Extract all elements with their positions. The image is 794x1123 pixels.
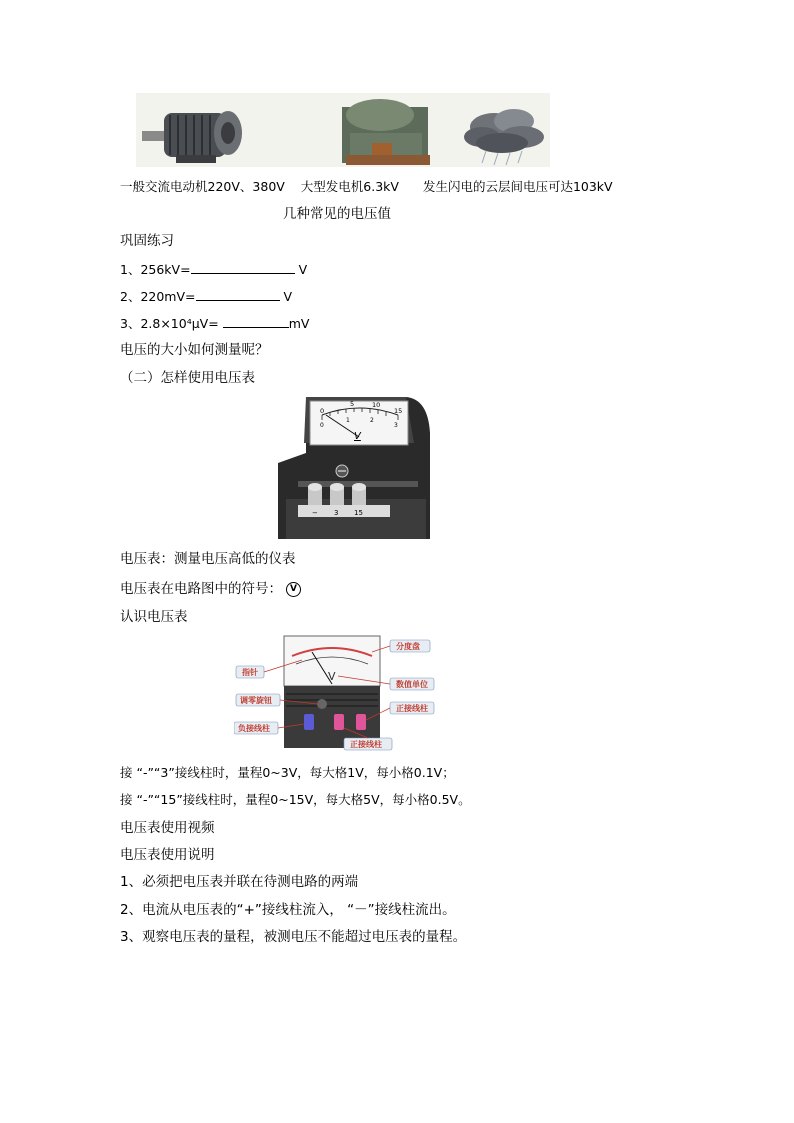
labeled-positive-terminal-1[interactable] — [334, 714, 344, 730]
practice-question-3 — [120, 314, 309, 333]
range-line-2: 接 “-”“15”接线柱时，量程0~15V，每大格5V，每小格0.5V。 — [120, 792, 471, 807]
q3-answer-blank[interactable] — [223, 314, 289, 328]
range-line-1: 接 “-”“3”接线柱时，量程0~3V，每大格1V，每小格0.1V； — [120, 765, 455, 780]
scale-bottom-0: 0 — [320, 422, 324, 429]
video-title[interactable]: 电压表使用视频 — [120, 820, 215, 836]
scale-bottom-2: 2 — [370, 417, 374, 424]
lightning-caption: 发生闪电的云层间电压可达103kV — [422, 179, 613, 194]
motor-caption: 一般交流电动机220V、380V — [120, 179, 285, 194]
practice-heading: 巩固练习 — [120, 233, 174, 249]
terminal-label-15: 15 — [354, 509, 363, 517]
callout-zero-knob: 调零旋钮 — [240, 696, 272, 705]
q1-prefix: 1、256kV= — [120, 262, 191, 277]
labeled-negative-terminal[interactable] — [304, 714, 314, 730]
instruction-item: 1、必须把电压表并联在待测电路的两端 — [120, 874, 359, 890]
generator-image — [342, 99, 430, 165]
scale-top-10: 10 — [372, 401, 381, 409]
scale-bottom-1: 1 — [346, 417, 350, 424]
voltage-examples-photos — [136, 93, 550, 167]
voltage-examples-caption — [120, 178, 613, 196]
terminal-label-neg: − — [312, 509, 318, 517]
callout-unit: 数值单位 — [396, 680, 428, 689]
scale-top-5: 5 — [350, 400, 355, 408]
callout-scale-disk: 分度盘 — [396, 642, 420, 651]
scale-bottom-3: 3 — [394, 422, 398, 429]
generator-caption: 大型发电机6.3kV — [300, 179, 399, 194]
q2-prefix: 2、220mV= — [120, 289, 196, 304]
symbol-line — [120, 580, 301, 598]
labeled-zero-knob[interactable] — [317, 699, 327, 709]
q2-unit: V — [283, 289, 293, 304]
q3-unit: mV — [288, 316, 310, 331]
callout-pos-terminal-1: 正接线柱 — [396, 704, 428, 713]
instructions-title: 电压表使用说明 — [120, 847, 215, 863]
figure-caption: 几种常见的电压值 — [283, 206, 391, 222]
q3-prefix: 3、2.8×10⁴μV= — [120, 316, 219, 331]
labeled-unit: V — [328, 670, 336, 683]
terminal-label-3: 3 — [334, 509, 339, 517]
q1-unit: V — [298, 262, 308, 277]
unit-label: V — [354, 431, 361, 442]
section-title: （二）怎样使用电压表 — [120, 370, 255, 386]
scale-top-0: 0 — [320, 407, 325, 415]
scale-top-15: 15 — [394, 407, 403, 415]
practice-question-2 — [120, 287, 292, 306]
symbol-label: 电压表在电路图中的符号： — [120, 581, 282, 597]
voltmeter-symbol-icon: V — [286, 582, 301, 597]
terminals — [308, 483, 366, 507]
callout-pointer: 指针 — [242, 668, 258, 677]
labeled-voltmeter-illustration — [234, 634, 440, 752]
instruction-item: 2、电流从电压表的“+”接线柱流入， “－”接线柱流出。 — [120, 902, 456, 918]
instruction-item: 3、观察电压表的量程，被测电压不能超过电压表的量程。 — [120, 929, 467, 945]
voltmeter-definition: 电压表：测量电压高低的仪表 — [120, 551, 296, 567]
q1-answer-blank[interactable] — [191, 260, 295, 274]
labeled-positive-terminal-2[interactable] — [356, 714, 366, 730]
recognize-title: 认识电压表 — [120, 609, 188, 625]
practice-question-1 — [120, 260, 307, 279]
callout-pos-terminal-2: 正接线柱 — [350, 740, 382, 749]
callout-neg-terminal: 负接线柱 — [238, 724, 270, 733]
q2-answer-blank[interactable] — [196, 287, 280, 301]
measurement-question: 电压的大小如何测量呢？ — [120, 342, 269, 358]
voltmeter-illustration — [276, 393, 436, 543]
